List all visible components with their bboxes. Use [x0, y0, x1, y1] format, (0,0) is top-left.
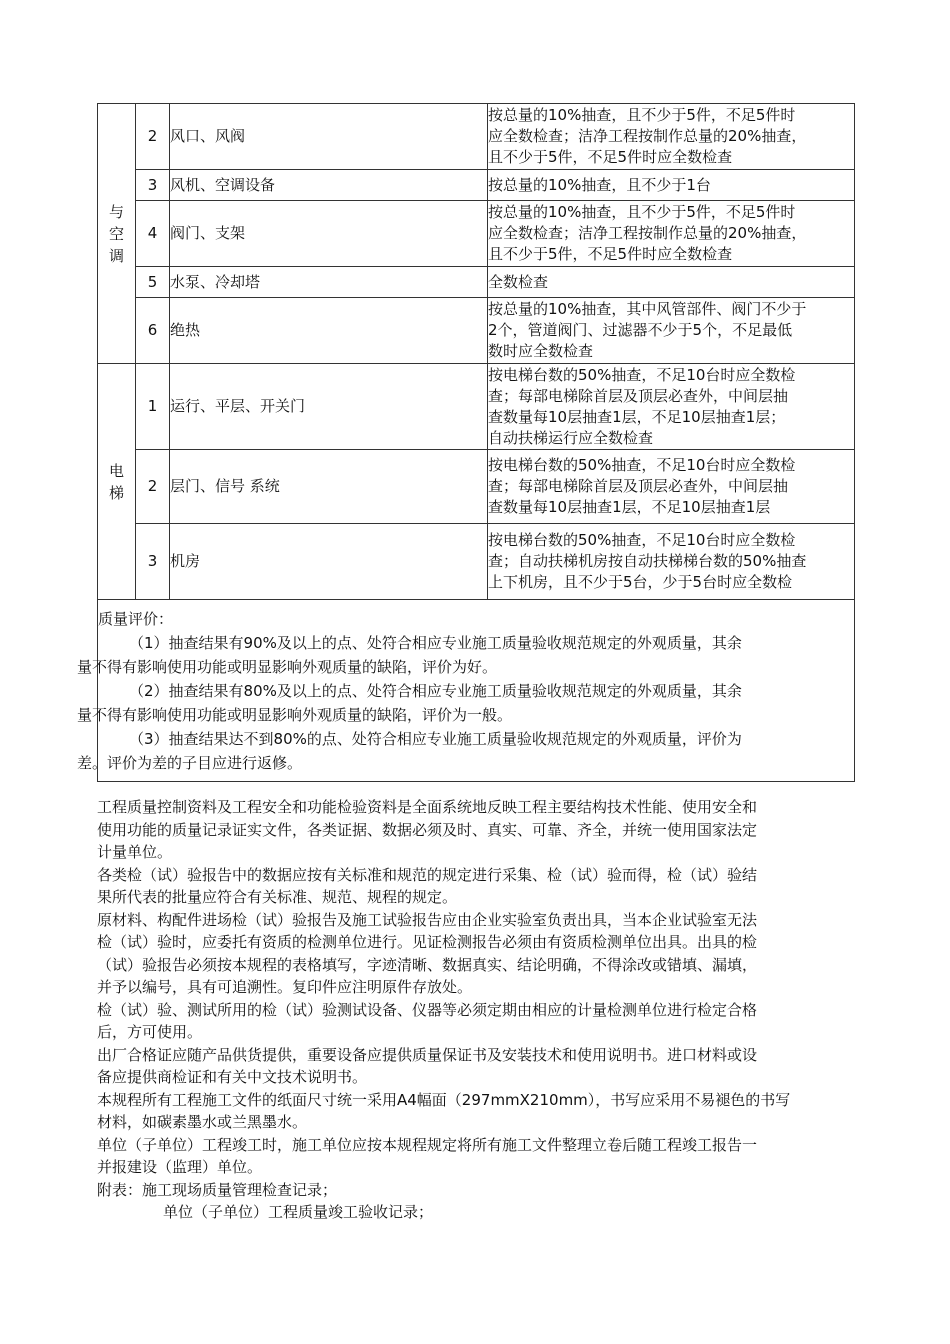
row-number: 5 — [136, 267, 170, 298]
inspection-item: 绝热 — [170, 298, 488, 364]
evaluation-cell — [77, 600, 855, 782]
category-char: 梯 — [108, 483, 124, 502]
inspection-item: 风口、风阀 — [170, 104, 488, 170]
requirement-line: 查；每部电梯除首层及顶层必查外，中间层抽 — [488, 386, 789, 405]
requirement-line: 查；每部电梯除首层及顶层必查外，中间层抽 — [488, 477, 789, 495]
appendix — [97, 1179, 861, 1224]
body-line: 检（试）验时，应委托有资质的检测单位进行。见证检测报告必须由有资质检测单位出具。出具的检 — [97, 933, 758, 951]
row-number: 3 — [136, 524, 170, 600]
inspection-item: 阀门、支架 — [170, 201, 488, 267]
requirement-line: 全数检查 — [488, 272, 549, 291]
evaluation-line: （1）抽查结果有90%及以上的点、处符合相应专业施工质量验收规范规定的外观质量，其余 — [129, 633, 742, 652]
row-number: 2 — [136, 104, 170, 170]
category-char: 空 — [108, 224, 124, 243]
body-line: 计量单位。 — [97, 843, 173, 861]
category-cell — [98, 364, 136, 600]
requirement-line: 2个，管道阀门、过滤器不少于5个，不足最低 — [488, 321, 793, 339]
inspection-item: 运行、平层、开关门 — [170, 364, 488, 450]
category-cell — [98, 104, 136, 364]
category-char: 电 — [108, 461, 124, 480]
row-number: 2 — [136, 450, 170, 524]
requirement-line: 应全数检查；洁净工程按制作总量的20%抽查， — [488, 127, 807, 145]
requirement-line: 自动扶梯运行应全数检查 — [488, 428, 654, 447]
requirement-line: 按电梯台数的50%抽查，不足10台时应全数检 — [488, 456, 796, 474]
requirement-line: 按总量的10%抽查，且不少于1台 — [488, 175, 711, 194]
body-line: 出厂合格证应随产品供货提供，重要设备应提供质量保证书及安装技术和使用说明书。进口材料或设 — [97, 1045, 758, 1064]
inspection-item: 风机、空调设备 — [170, 170, 488, 201]
body-paragraph — [97, 909, 861, 999]
row-number: 3 — [136, 170, 170, 201]
table-row — [98, 267, 855, 298]
body-line: 检（试）验、测试所用的检（试）验测试设备、仪器等必须定期由相应的计量检测单位进行检定合格 — [97, 1000, 758, 1019]
body-line: 各类检（试）验报告中的数据应按有关标准和规范的规定进行采集、检（试）验而得，检（试）验结 — [97, 865, 758, 884]
requirement-line: 查；自动扶梯机房按自动扶梯梯台数的50%抽查 — [488, 552, 807, 570]
table-row — [98, 450, 855, 524]
evaluation-line: 量不得有影响使用功能或明显影响外观质量的缺陷，评价为一般。 — [77, 705, 513, 724]
body-paragraph — [97, 999, 861, 1044]
body-text — [97, 796, 861, 1224]
body-line: 材料，如碳素墨水或兰黑墨水。 — [97, 1113, 308, 1131]
row-number: 6 — [136, 298, 170, 364]
appendix-label: 附表： — [97, 1180, 143, 1199]
appendix-item: 施工现场质量管理检查记录； — [142, 1180, 338, 1199]
body-line: 并予以编号，具有可追溯性。复印件应注明原件存放处。 — [97, 978, 473, 996]
evaluation-paragraph — [77, 631, 854, 679]
requirement-line: 上下机房，且不少于5台，少于5台时应全数检 — [488, 573, 793, 591]
sampling-requirement — [488, 298, 855, 364]
appendix-line — [97, 1179, 861, 1202]
table-row — [98, 524, 855, 600]
sampling-requirement — [488, 104, 855, 170]
body-line: 果所代表的批量应符合有关标准、规范、规程的规定。 — [97, 888, 458, 906]
category-char: 与 — [108, 202, 124, 221]
requirement-line: 且不少于5件，不足5件时应全数检查 — [488, 148, 733, 166]
evaluation-title: 质量评价： — [98, 609, 174, 628]
inspection-table-body — [77, 104, 855, 782]
inspection-item: 层门、信号 系统 — [170, 450, 488, 524]
body-line: 本规程所有工程施工文件的纸面尺寸统一采用A4幅面（297mmX210mm），书写应采用不易褪色的书写 — [97, 1090, 791, 1109]
category-char: 调 — [108, 246, 124, 265]
body-line: 使用功能的质量记录证实文件，各类证据、数据必须及时、真实、可靠、齐全，并统一使用国家法定 — [97, 820, 758, 839]
requirement-line: 按总量的10%抽查，且不少于5件，不足5件时 — [488, 203, 796, 221]
inspection-item: 机房 — [170, 524, 488, 600]
body-paragraph — [97, 1044, 861, 1089]
evaluation-line: 量不得有影响使用功能或明显影响外观质量的缺陷，评价为好。 — [77, 657, 498, 676]
body-line: 单位（子单位）工程竣工时，施工单位应按本规程规定将所有施工文件整理立卷后随工程竣工报告一 — [97, 1135, 758, 1154]
table-row — [98, 201, 855, 267]
row-number: 1 — [136, 364, 170, 450]
body-line: 工程质量控制资料及工程安全和功能检验资料是全面系统地反映工程主要结构技术性能、使用安全和 — [97, 798, 758, 816]
sampling-requirement — [488, 170, 855, 201]
inspection-item: 水泵、冷却塔 — [170, 267, 488, 298]
table-row — [98, 298, 855, 364]
sampling-requirement — [488, 364, 855, 450]
evaluation-line: 差。评价为差的子目应进行返修。 — [77, 753, 303, 772]
body-paragraph — [97, 1134, 861, 1179]
body-line: （试）验报告必须按本规程的表格填写，字迹清晰、数据真实、结论明确，不得涂改或错填、漏填， — [97, 955, 758, 974]
requirement-line: 查数量每10层抽查1层，不足10层抽查1层； — [488, 407, 786, 426]
table-row — [98, 364, 855, 450]
body-line: 后，方可使用。 — [97, 1023, 203, 1041]
body-paragraph — [97, 796, 861, 864]
evaluation-row — [98, 600, 855, 782]
table-row — [98, 104, 855, 170]
requirement-line: 按总量的10%抽查，且不少于5件，不足5件时 — [488, 106, 796, 124]
sampling-requirement — [488, 524, 855, 600]
sampling-requirement — [488, 267, 855, 298]
body-paragraph — [97, 1089, 861, 1134]
appendix-line: 单位（子单位）工程质量竣工验收记录； — [163, 1203, 434, 1221]
requirement-line: 按电梯台数的50%抽查，不足10台时应全数检 — [488, 531, 796, 549]
requirement-line: 查数量每10层抽查1层，不足10层抽查1层 — [488, 498, 771, 516]
body-line: 原材料、构配件进场检（试）验报告及施工试验报告应由企业实验室负责出具，当本企业试验室无法 — [97, 910, 758, 929]
table-row — [98, 170, 855, 201]
evaluation-line: （3）抽查结果达不到80%的点、处符合相应专业施工质量验收规范规定的外观质量，评价为 — [129, 729, 742, 748]
row-number: 4 — [136, 201, 170, 267]
evaluation-paragraph — [77, 727, 854, 775]
requirement-line: 且不少于5件，不足5件时应全数检查 — [488, 245, 733, 263]
body-paragraph — [97, 864, 861, 909]
body-line: 并报建设（监理）单位。 — [97, 1158, 263, 1176]
sampling-requirement — [488, 201, 855, 267]
body-line: 备应提供商检证和有关中文技术说明书。 — [97, 1068, 368, 1086]
evaluation-paragraph — [77, 679, 854, 727]
inspection-table — [77, 103, 855, 782]
requirement-line: 数时应全数检查 — [488, 342, 594, 360]
sampling-requirement — [488, 450, 855, 524]
requirement-line: 应全数检查；洁净工程按制作总量的20%抽查， — [488, 224, 807, 242]
evaluation-line: （2）抽查结果有80%及以上的点、处符合相应专业施工质量验收规范规定的外观质量，其余 — [129, 681, 742, 700]
requirement-line: 按电梯台数的50%抽查，不足10台时应全数检 — [488, 365, 796, 384]
requirement-line: 按总量的10%抽查，其中风管部件、阀门不少于 — [488, 300, 807, 318]
